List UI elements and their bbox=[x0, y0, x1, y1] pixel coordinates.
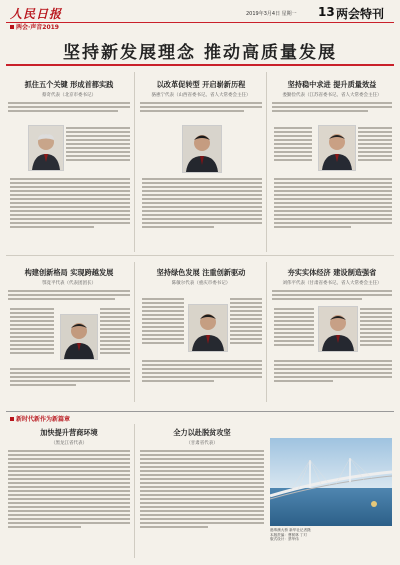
caption-line: 版式设计：蔡华伟 bbox=[270, 537, 299, 542]
article-body-left bbox=[274, 125, 312, 163]
article-body bbox=[272, 290, 392, 300]
page-headline: 坚持新发展理念 推动高质量发展 bbox=[63, 43, 337, 63]
portrait-photo bbox=[318, 125, 356, 171]
person-icon bbox=[183, 126, 221, 172]
person-icon bbox=[29, 126, 63, 170]
caption-line: 港珠澳大桥 新华社记者摄 bbox=[270, 528, 311, 532]
portrait-photo bbox=[318, 306, 358, 352]
article-6 bbox=[272, 268, 392, 302]
person-icon bbox=[319, 126, 355, 170]
portrait-photo bbox=[188, 304, 228, 352]
person-icon bbox=[189, 305, 227, 351]
article-title: 坚持绿色发展 注重创新驱动 bbox=[156, 268, 246, 277]
newspaper-logo: 人民日报 bbox=[10, 7, 63, 21]
article-body-lower bbox=[142, 358, 262, 384]
square-icon bbox=[10, 25, 14, 29]
article-2 bbox=[140, 80, 262, 114]
page-number: 13 bbox=[318, 5, 335, 19]
article-body-lower bbox=[10, 366, 130, 388]
article-title: 抓住五个关键 形成首都实践 bbox=[24, 80, 114, 89]
article-body-right bbox=[100, 306, 130, 356]
article-title: 夯实实体经济 建设制造强省 bbox=[287, 268, 377, 277]
article-body bbox=[8, 450, 130, 528]
photo-caption bbox=[270, 528, 392, 542]
column-divider bbox=[134, 262, 135, 402]
article-body-right bbox=[230, 296, 262, 346]
portrait-photo bbox=[182, 125, 222, 173]
masthead bbox=[6, 4, 394, 23]
portrait-photo bbox=[28, 125, 64, 171]
article-body bbox=[272, 102, 392, 112]
section-rule bbox=[6, 411, 394, 412]
column-divider bbox=[266, 72, 267, 252]
article-body-left bbox=[274, 306, 314, 348]
lower-article-1 bbox=[8, 428, 130, 530]
article-5 bbox=[140, 268, 262, 290]
person-icon bbox=[61, 315, 97, 359]
article-title: 以改革促转型 开启崭新历程 bbox=[156, 80, 246, 89]
article-author: （甘肃省代表） bbox=[186, 441, 218, 446]
lower-article-2 bbox=[140, 428, 264, 530]
square-icon bbox=[10, 417, 14, 421]
article-body-lower bbox=[274, 176, 392, 230]
column-divider bbox=[134, 72, 135, 252]
article-1 bbox=[8, 80, 130, 114]
article-body-left bbox=[142, 296, 184, 346]
caption-line: 本版责编：曹树林 丁玎 bbox=[270, 532, 308, 537]
bridge-icon bbox=[270, 438, 392, 526]
article-author: 陈敏尔代表（重庆市委书记） bbox=[171, 281, 231, 286]
column-tag bbox=[10, 22, 59, 31]
issue-date: 2019年3月4日 星期一 bbox=[246, 11, 297, 17]
article-body-right bbox=[358, 125, 392, 163]
section-name: 两会特刊 bbox=[336, 7, 385, 21]
person-icon bbox=[319, 307, 357, 351]
article-body bbox=[8, 102, 130, 112]
article-body-lower bbox=[274, 358, 392, 384]
article-title: 坚持稳中求进 提升质量效益 bbox=[287, 80, 377, 89]
column-tag-label: 两会·声音2019 bbox=[16, 24, 59, 31]
article-title: 全力以赴脱贫攻坚 bbox=[173, 428, 231, 437]
bridge-photo bbox=[270, 438, 392, 526]
article-3 bbox=[272, 80, 392, 114]
lower-column-label: 新时代新作为新篇章 bbox=[16, 416, 71, 423]
article-author: 骆惠宁代表（山西省委书记、省人大常委会主任） bbox=[151, 93, 251, 98]
article-body-right bbox=[66, 125, 130, 163]
article-author: （黑龙江省代表） bbox=[51, 441, 87, 446]
article-body-right bbox=[360, 306, 392, 348]
headline-rule bbox=[6, 64, 394, 66]
column-divider bbox=[266, 262, 267, 402]
article-title: 加快提升营商环境 bbox=[40, 428, 98, 437]
article-4 bbox=[8, 268, 130, 302]
article-author: 鄂竟平代表（代表团团长） bbox=[42, 281, 96, 286]
article-title: 构建创新格局 实现跨越发展 bbox=[24, 268, 114, 277]
article-body-lower bbox=[10, 176, 130, 230]
article-body-left bbox=[10, 306, 54, 356]
article-author: 蔡奇代表（北京市委书记） bbox=[42, 93, 96, 98]
column-divider bbox=[134, 424, 135, 558]
article-body bbox=[140, 102, 262, 112]
portrait-photo bbox=[60, 314, 98, 360]
lower-column-tag bbox=[10, 414, 70, 423]
article-body-lower bbox=[142, 176, 262, 230]
article-author: 娄勤俭代表（江苏省委书记、省人大常委会主任） bbox=[282, 93, 382, 98]
article-body bbox=[140, 450, 264, 528]
article-author: 刘伟平代表（甘肃省委书记、省人大常委会主任） bbox=[282, 281, 382, 286]
article-body bbox=[8, 290, 130, 300]
row-divider bbox=[6, 255, 394, 256]
